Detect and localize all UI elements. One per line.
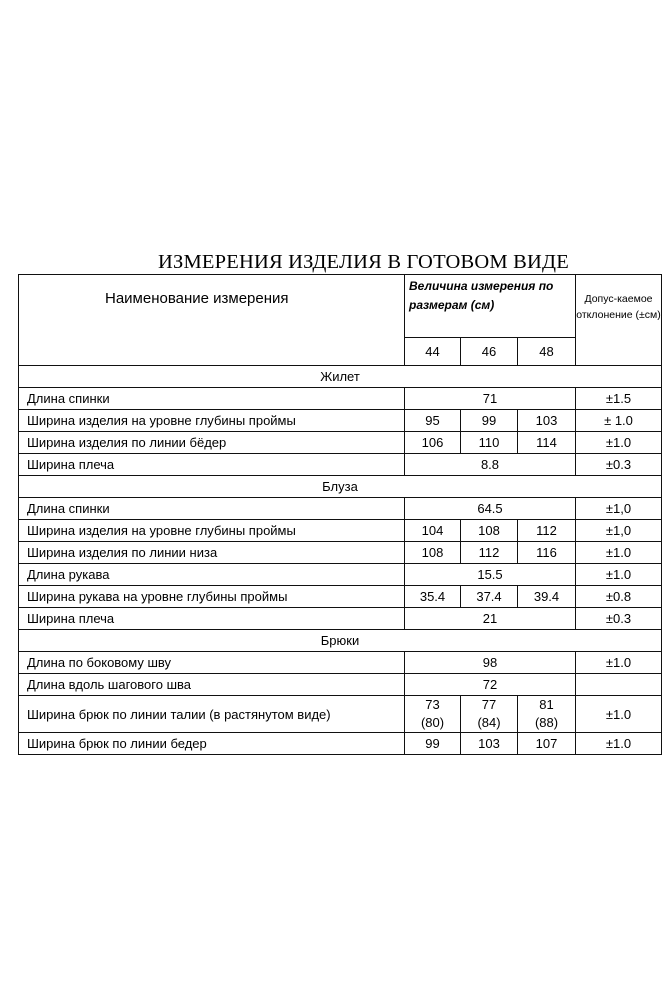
tolerance-value: ±0.3 bbox=[576, 608, 662, 630]
measurement-value-stretched: (88) bbox=[534, 715, 559, 730]
measurement-name: Ширина брюк по линии бедер bbox=[19, 733, 405, 755]
measurement-value: 71 bbox=[405, 388, 576, 410]
table-row bbox=[19, 608, 662, 630]
measurement-value: 99 bbox=[461, 410, 518, 432]
measurement-value-stretched: (84) bbox=[477, 715, 501, 730]
measurement-value: 8.8 bbox=[405, 454, 576, 476]
measurement-value: 35.4 bbox=[405, 586, 461, 608]
measurement-value bbox=[461, 696, 518, 733]
measurement-value: 114 bbox=[518, 432, 576, 454]
tolerance-value: ±0.3 bbox=[576, 454, 662, 476]
measurement-name: Ширина брюк по линии талии (в растянутом виде) bbox=[19, 696, 405, 733]
measurement-value bbox=[405, 696, 461, 733]
section-row bbox=[19, 630, 662, 652]
tolerance-value: ±1.0 bbox=[576, 696, 662, 733]
tolerance-value: ±1.0 bbox=[576, 564, 662, 586]
measurement-name: Длина по боковому шву bbox=[19, 652, 405, 674]
measurement-value: 72 bbox=[405, 674, 576, 696]
measurement-value: 64.5 bbox=[405, 498, 576, 520]
table-row bbox=[19, 564, 662, 586]
tolerance-value bbox=[576, 674, 662, 696]
tolerance-value: ±0.8 bbox=[576, 586, 662, 608]
table-row bbox=[19, 733, 662, 755]
section-title: Блуза bbox=[19, 476, 662, 498]
measurement-name: Длина спинки bbox=[19, 388, 405, 410]
measurement-value: 15.5 bbox=[405, 564, 576, 586]
header-size-44: 44 bbox=[405, 338, 461, 366]
header-size-46: 46 bbox=[461, 338, 518, 366]
measurement-value: 107 bbox=[518, 733, 576, 755]
header-name-col: Наименование измерения bbox=[19, 275, 405, 366]
header-size-48: 48 bbox=[518, 338, 576, 366]
table-row bbox=[19, 652, 662, 674]
measurement-name: Длина спинки bbox=[19, 498, 405, 520]
tolerance-value: ±1,0 bbox=[576, 498, 662, 520]
measurement-value: 112 bbox=[461, 542, 518, 564]
measurement-value: 116 bbox=[518, 542, 576, 564]
measurement-value: 110 bbox=[461, 432, 518, 454]
measurement-value: 103 bbox=[461, 733, 518, 755]
measurement-name: Ширина плеча bbox=[19, 454, 405, 476]
table-row bbox=[19, 432, 662, 454]
measurement-value: 106 bbox=[405, 432, 461, 454]
measurement-value: 98 bbox=[405, 652, 576, 674]
tolerance-value: ±1.5 bbox=[576, 388, 662, 410]
measurement-value-stretched: (80) bbox=[420, 715, 445, 730]
measurement-value bbox=[518, 696, 576, 733]
measurement-value: 21 bbox=[405, 608, 576, 630]
table-row bbox=[19, 388, 662, 410]
measurement-value: 37.4 bbox=[461, 586, 518, 608]
tolerance-value: ± 1.0 bbox=[576, 410, 662, 432]
section-title: Брюки bbox=[19, 630, 662, 652]
tolerance-value: ±1,0 bbox=[576, 520, 662, 542]
measurements-table bbox=[18, 274, 662, 755]
table-row bbox=[19, 542, 662, 564]
measurement-value: 39.4 bbox=[518, 586, 576, 608]
tolerance-value: ±1.0 bbox=[576, 733, 662, 755]
measurement-name: Длина рукава bbox=[19, 564, 405, 586]
measurement-name: Ширина изделия по линии низа bbox=[19, 542, 405, 564]
measurement-name: Ширина рукава на уровне глубины проймы bbox=[19, 586, 405, 608]
measurement-value: 99 bbox=[405, 733, 461, 755]
table-row bbox=[19, 410, 662, 432]
table-row bbox=[19, 454, 662, 476]
measurement-value: 104 bbox=[405, 520, 461, 542]
measurement-value: 95 bbox=[405, 410, 461, 432]
measurement-name: Ширина изделия на уровне глубины проймы bbox=[19, 410, 405, 432]
measurement-value: 103 bbox=[518, 410, 576, 432]
measurement-value-main: 73 bbox=[425, 697, 440, 712]
measurement-name: Длина вдоль шагового шва bbox=[19, 674, 405, 696]
section-row bbox=[19, 366, 662, 388]
header-sizes-col: Величина измерения по размерам (см) bbox=[405, 275, 576, 338]
table-row bbox=[19, 674, 662, 696]
section-title: Жилет bbox=[19, 366, 662, 388]
page-title: ИЗМЕРЕНИЯ ИЗДЕЛИЯ В ГОТОВОМ ВИДЕ bbox=[158, 251, 569, 273]
measurement-name: Ширина изделия на уровне глубины проймы bbox=[19, 520, 405, 542]
tolerance-value: ±1.0 bbox=[576, 652, 662, 674]
table-row bbox=[19, 696, 662, 733]
header-tolerance-col: Допус-каемое отклонение (±см) bbox=[576, 275, 662, 366]
table-row bbox=[19, 520, 662, 542]
section-row bbox=[19, 476, 662, 498]
tolerance-value: ±1.0 bbox=[576, 432, 662, 454]
measurement-name: Ширина плеча bbox=[19, 608, 405, 630]
measurement-value: 112 bbox=[518, 520, 576, 542]
measurement-value-main: 77 bbox=[481, 697, 497, 712]
measurement-value: 108 bbox=[405, 542, 461, 564]
table-row bbox=[19, 498, 662, 520]
measurement-value-main: 81 bbox=[539, 697, 554, 712]
measurement-value: 108 bbox=[461, 520, 518, 542]
measurement-name: Ширина изделия по линии бёдер bbox=[19, 432, 405, 454]
tolerance-value: ±1.0 bbox=[576, 542, 662, 564]
table-row bbox=[19, 586, 662, 608]
